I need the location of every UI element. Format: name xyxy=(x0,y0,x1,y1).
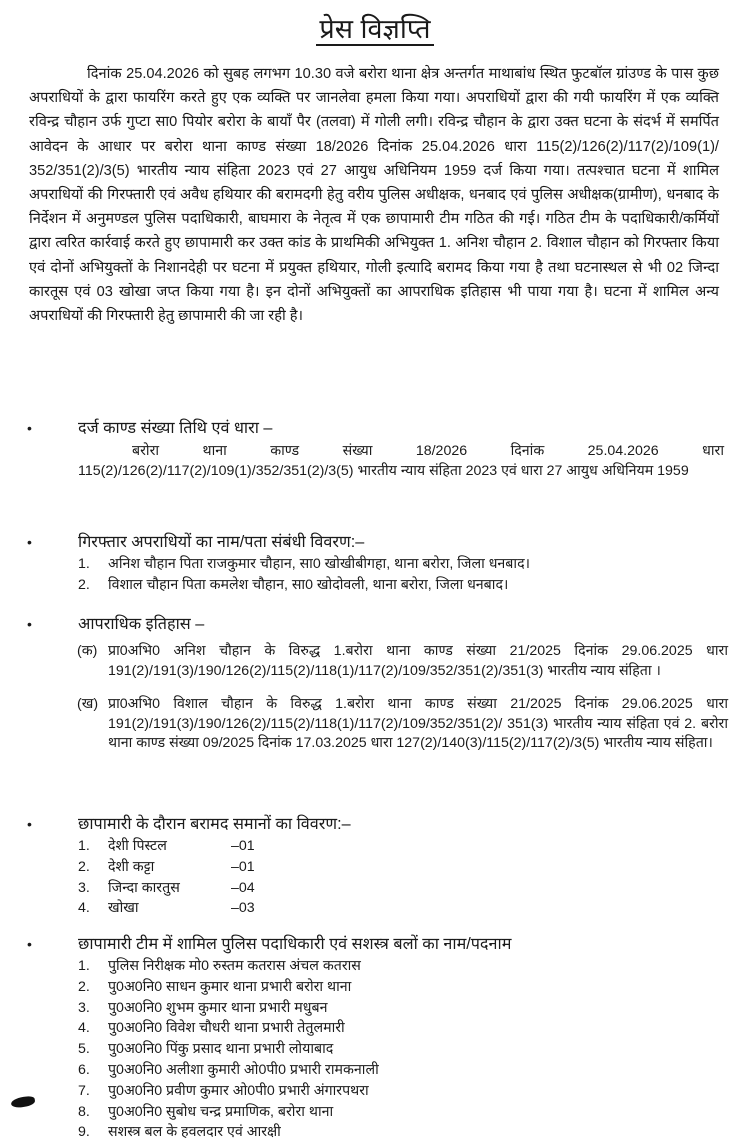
section-heading: • छापामारी के दौरान बरामद समानों का विवरण:– xyxy=(0,812,750,836)
list-item: 6. पु0अ0नि0 अलीशा कुमारी ओ0पी0 प्रभारी रामकनाली xyxy=(78,1061,379,1078)
list-item: 2. देशी कट्टा –01 xyxy=(78,858,255,875)
section-arrested xyxy=(0,530,750,596)
list-item: 2. विशाल चौहान पिता कमलेश चौहान, सा0 खोदोवली, थाना बरोरा, जिला धनबाद। xyxy=(78,576,509,593)
section-case-filed xyxy=(0,416,750,481)
section-heading: • छापामारी टीम में शामिल पुलिस पदाधिकारी एवं सशस्त्र बलों का नाम/पदनाम xyxy=(0,932,750,956)
bullet-icon: • xyxy=(27,816,32,832)
list-item: 4. पु0अ0नि0 विवेश चौधरी थाना प्रभारी तेतुलमारी xyxy=(78,1020,345,1037)
section-heading: • दर्ज काण्ड संख्या तिथि एवं धारा – xyxy=(0,416,750,440)
bullet-icon: • xyxy=(27,534,32,550)
section-raid-team xyxy=(0,932,750,1143)
bullet-icon: • xyxy=(27,936,32,952)
list-item: 8. पु0अ0नि0 सुबोध चन्द्र प्रमाणिक, बरोरा थाना xyxy=(78,1103,334,1120)
section-seized-items xyxy=(0,812,750,919)
bullet-icon: • xyxy=(27,420,32,436)
list-item: 9. सशस्त्र बल के हवलदार एवं आरक्षी xyxy=(78,1124,281,1141)
section-heading: • गिरफ्तार अपराधियों का नाम/पता संबंधी विवरण:– xyxy=(0,530,750,554)
raid-team-list xyxy=(0,956,750,1143)
history-item: (ख) प्रा0अभि0 विशाल चौहान के विरुद्ध 1.बरोरा थाना काण्ड संख्या 21/2025 दिनांक 29.06.2025 धारा 191(2)/191(3)/190/126(2)/115(2)/118(1)/117(2)/109/352/351(2)/ 351(3) भारतीय न्याय संहिता एवं 2. बरोरा थाना काण्ड संख्या 09/2025 दिनांक 17.03.2025 धारा 127(2)/140(3)/115(2)/117(2)/3(5) भारतीय न्याय संहिता। xyxy=(77,696,728,751)
history-item: (क) प्रा0अभि0 अनिश चौहान के विरुद्ध 1.बरोरा थाना काण्ड संख्या 21/2025 दिनांक 29.06.2025 धारा 191(2)/191(3)/190/126(2)/115(2)/118(1)/117(2)/109/352/351(2)/351(3) भारतीय न्याय संहिता । xyxy=(77,643,728,679)
list-item: 3. पु0अ0नि0 शुभम कुमार थाना प्रभारी मधुबन xyxy=(78,999,328,1016)
arrested-list xyxy=(0,554,750,596)
list-item: 1. देशी पिस्टल –01 xyxy=(78,838,255,854)
section-heading: • आपराधिक इतिहास – xyxy=(0,612,750,636)
list-item: 7. पु0अ0नि0 प्रवीण कुमार ओ0पी0 प्रभारी अंगारपथरा xyxy=(78,1082,369,1099)
bullet-icon: • xyxy=(27,616,32,632)
list-item: 3. जिन्दा कारतुस –04 xyxy=(78,879,255,896)
list-item: 5. पु0अ0नि0 पिंकु प्रसाद थाना प्रभारी लोयाबाद xyxy=(78,1041,334,1058)
list-item: 1. अनिश चौहान पिता राजकुमार चौहान, सा0 खोखीबीगहा, थाना बरोरा, जिला धनबाद। xyxy=(78,556,530,572)
list-item: 4. खोखा –03 xyxy=(78,900,255,917)
case-details: बरोरा थाना काण्ड संख्या 18/2026 दिनांक 25.04.2026 धारा 115(2)/126(2)/117(2)/109(1)/352/351(2)/3(5) भारतीय न्याय संहिता 2023 एवं धारा 27 आयुध अधिनियम 1959 xyxy=(78,443,724,479)
list-item: 1. पुलिस निरीक्षक मो0 रुस्तम कतरास अंचल कतरास xyxy=(78,958,361,974)
document-title: प्रेस विज्ञप्ति xyxy=(0,12,750,46)
list-item: 2. पु0अ0नि0 साधन कुमार थाना प्रभारी बरोरा थाना xyxy=(78,978,352,995)
section-criminal-history xyxy=(0,612,750,754)
body-paragraph: दिनांक 25.04.2026 को सुबह लगभग 10.30 वजे बरोरा थाना क्षेत्र अन्तर्गत माथाबांध स्थित फुटबॉल ग्रांउण्ड के पास कुछ अपराधियों के द्वारा फायरिंग करते हुए एक व्यक्ति पर जानलेवा हमला किया गया। अपराधियों द्वारा की गयी फायरिंग में एक व्यक्ति रविन्द्र चौहान उर्फ गुप्टा सा0 पियोर बरोरा के बायाँ पैर (तलवा) में गोली लगी। रविन्द्र चौहान के द्वारा उक्त घटना के संदर्भ में समर्पित आवेदन के आधार पर बरोरा थाना काण्ड संख्या 18/2026 दिनांक 25.04.2026 धारा 115(2)/126(2)/117(2)/109(1)/ 352/351(2)/3(5) भारतीय न्याय संहिता 2023 एवं 27 आयुध अधिनियम 1959 दर्ज किया गया। तत्पश्चात घटना में शामिल अपराधियों की गिरफ्तारी एवं अवैध हथियार की बरामदगी हेतु वरीय पुलिस अधीक्षक, धनबाद एवं पुलिस अधीक्षक(ग्रामीण), धनबाद के निर्देशन में अनुमण्डल पुलिस पदाधिकारी, बाघमारा के नेतृत्व में एक छापामारी टीम गठित की गई। गठित टीम के पदाधिकारी/कर्मियों द्वारा त्वरित कार्रवाई करते हुए छापामारी कर उक्त कांड के प्राथमिकी अभियुक्त 1. अनिश चौहान 2. विशाल चौहान को गिरफ्तार किया एवं दोनों अभियुक्तों के निशानदेही पर घटना में प्रयुक्त हथियार, गोली इत्यादि बरामद किया गया है तथा घटनास्थल से भी 02 जिन्दा कारतूस एवं 03 खोखा जप्त किया गया है। इन दोनों अभियुक्तों का आपराधिक इतिहास भी पाया गया है। घटना में शामिल अन्य अपराधियों की गिरफ्तारी हेतु छापामारी की जा रही है। xyxy=(29,66,719,325)
seized-items-list xyxy=(0,836,750,919)
